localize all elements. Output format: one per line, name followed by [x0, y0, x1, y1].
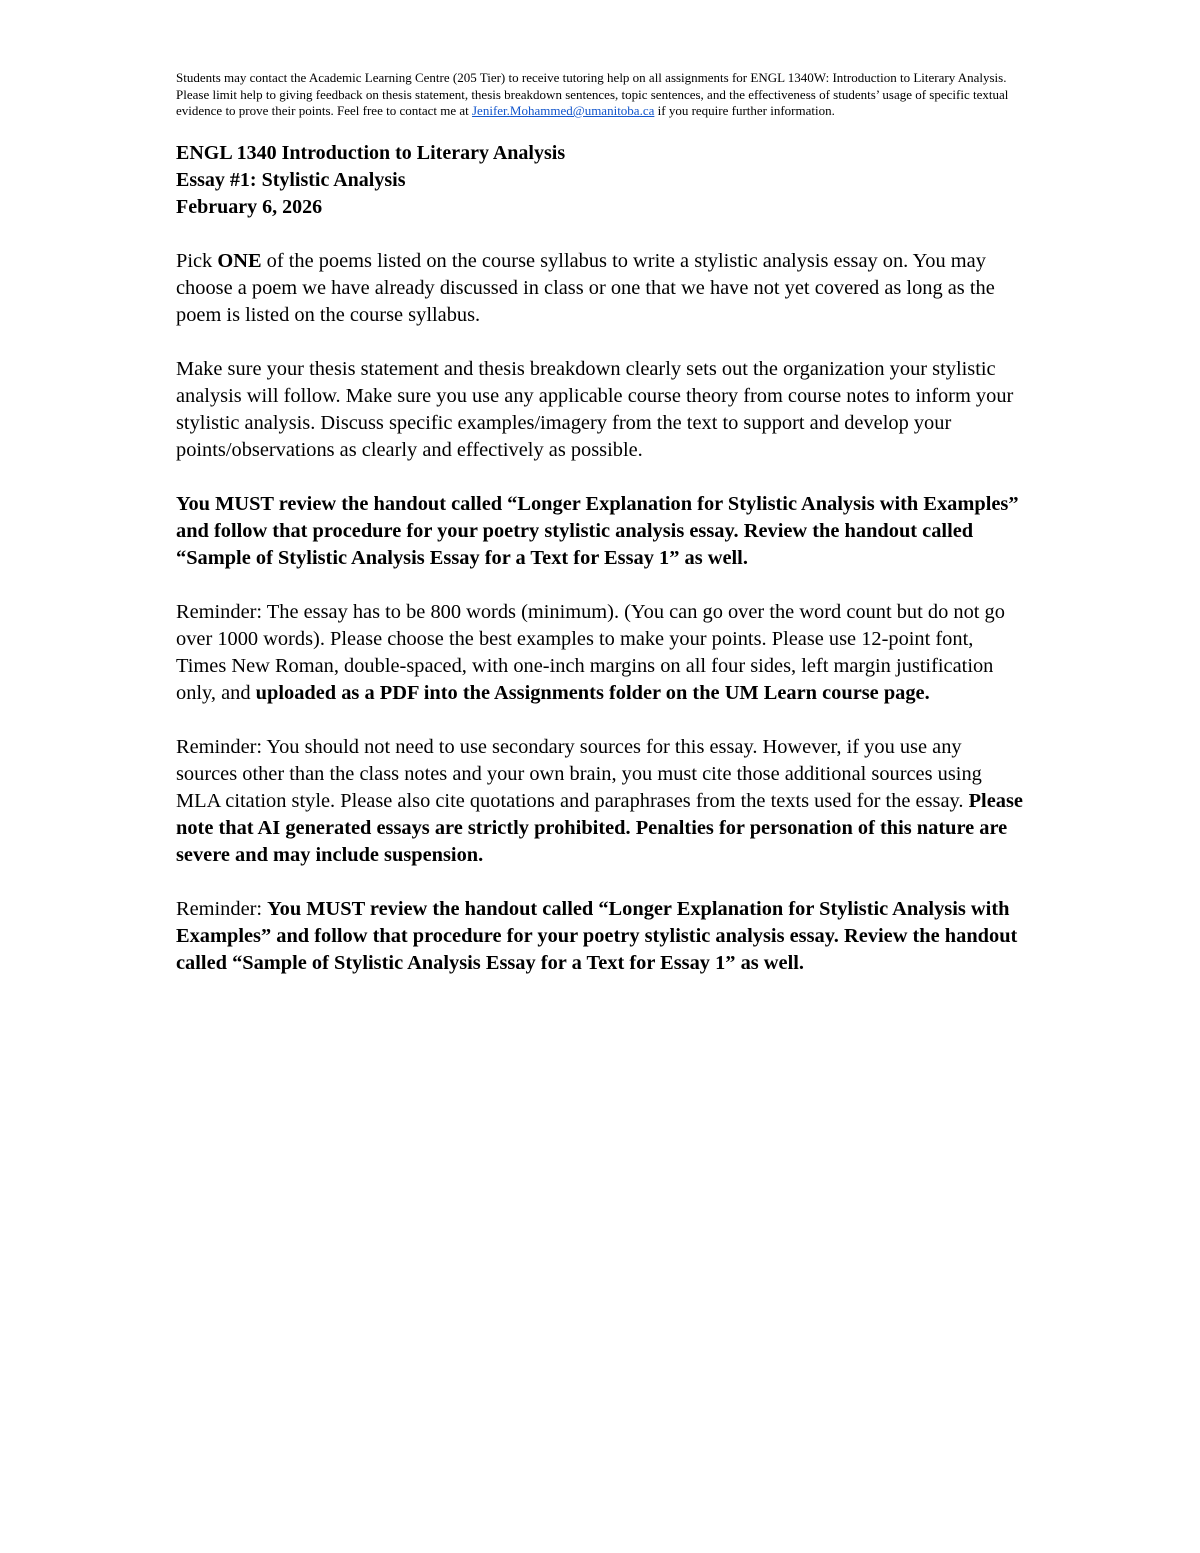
sources-reminder-paragraph: [176, 734, 1026, 869]
notice-line-2-end: if you require further information.: [654, 103, 835, 118]
handout-reminder-text: You MUST review the handout called “Longer Explanation for Stylistic Analysis with Examples” and follow that procedure for your poetry stylistic analysis essay. Review the handout called “Sample of Stylistic Analysis Essay for a Text for Essay 1” as well.: [176, 897, 1018, 974]
instructions-emphasis: ONE: [217, 249, 262, 272]
upload-instruction: uploaded as a PDF into the Assignments folder on the UM Learn course page.: [255, 681, 930, 704]
document-content: [176, 70, 1026, 977]
notice-line-2: Please limit help to giving feedback on thesis statement, thesis breakdown sentences, topic sentences, and the effectiveness of students’ usage of specific textual evidence to prove their points. Feel free to contact me at: [176, 86, 1009, 118]
ai-policy-warning: Please note that AI generated essays are strictly prohibited. Penalties for personation of this nature are severe and may include suspension.: [176, 789, 1023, 866]
instructor-email-link[interactable]: Jenifer.Mohammed@umanitoba.ca: [472, 103, 655, 118]
tutoring-notice: [176, 70, 1026, 120]
course-title: ENGL 1340 Introduction to Literary Analysis: [176, 141, 566, 164]
instructions-paragraph: [176, 248, 1026, 329]
sources-reminder-text: Reminder: You should not need to use secondary sources for this essay. However, if you use any sources other than the class notes and your own brain, you must cite those additional sources using MLA citation style. Please also cite quotations and paraphrases from the texts used for the essay.: [176, 735, 982, 812]
handout-reminder-paragraph: [176, 896, 1026, 977]
formatting-reminder-text: Reminder: The essay has to be 800 words (minimum). (You can go over the word count but do not go over 1000 words). Please choose the best examples to make your points. Please use 12-point font, Times New Roman, double-spaced, with one-inch margins on all four sides, left margin justification only, and: [176, 600, 1005, 704]
instructions-text-b: of the poems listed on the course syllabus to write a stylistic analysis essay on. You may choose a poem we have already discussed in class or one that we have not yet covered as long as the poem is listed on the course syllabus.: [176, 249, 995, 326]
instructions-text-a: Pick: [176, 249, 218, 272]
thesis-paragraph: Make sure your thesis statement and thesis breakdown clearly sets out the organization your stylistic analysis will follow. Make sure you use any applicable course theory from course notes to inform your stylistic analysis. Discuss specific examples/imagery from the text to support and develop your points/observations as clearly and effectively as possible.: [176, 357, 1014, 461]
essay-date: February 6, 2026: [176, 195, 323, 218]
handout-reminder-label: Reminder:: [176, 897, 268, 920]
essay-title: Essay #1: Stylistic Analysis: [176, 168, 406, 191]
document-header: [176, 140, 1026, 221]
notice-line-1: Students may contact the Academic Learning Centre (205 Tier) to receive tutoring help on all assignments for ENGL 1340W: Introduction to Literary Analysis.: [176, 70, 1007, 85]
handout-requirement-paragraph: You MUST review the handout called “Longer Explanation for Stylistic Analysis with Examples” and follow that procedure for your poetry stylistic analysis essay. Review the handout called “Sample of Stylistic Analysis Essay for a Text for Essay 1” as well.: [176, 492, 1019, 569]
formatting-reminder-paragraph: [176, 599, 1026, 707]
